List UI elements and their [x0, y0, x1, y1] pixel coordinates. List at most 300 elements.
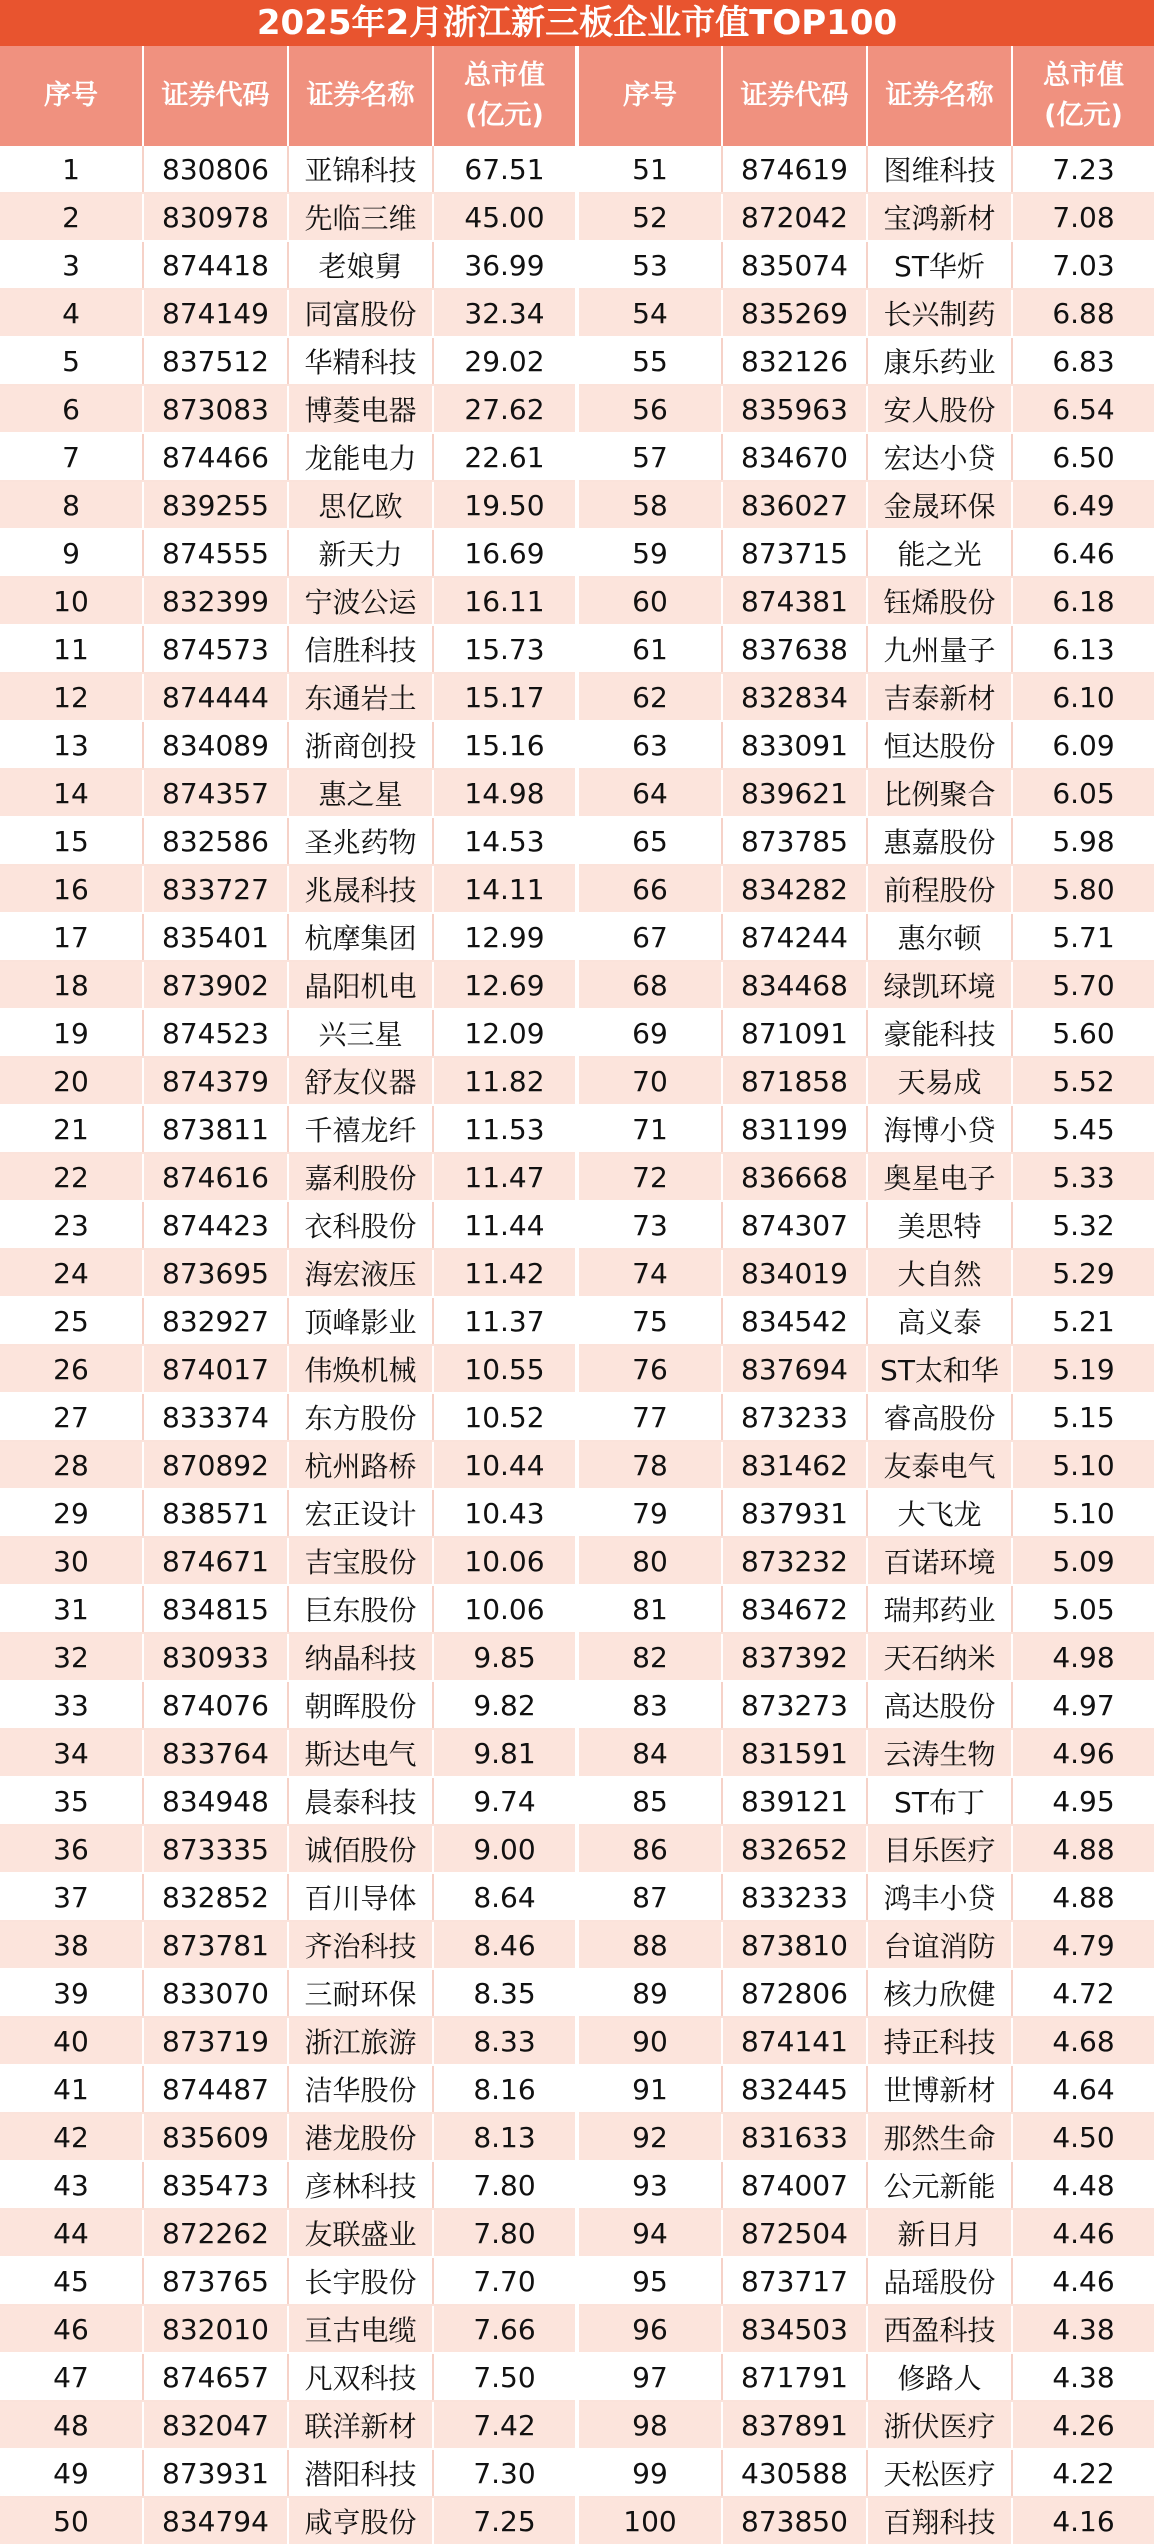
- cell-name: 长兴制药: [867, 289, 1012, 337]
- table-row: [579, 2017, 1154, 2065]
- cell-value: 4.88: [1012, 1825, 1154, 1873]
- table-row: [579, 2161, 1154, 2209]
- cell-value: 27.62: [433, 385, 575, 433]
- cell-rank: 31: [0, 1585, 143, 1633]
- table-row: [0, 1297, 575, 1345]
- cell-name: 美思特: [867, 1201, 1012, 1249]
- cell-value: 6.54: [1012, 385, 1154, 433]
- cell-rank: 76: [579, 1345, 722, 1393]
- cell-rank: 6: [0, 385, 143, 433]
- table-row: [579, 961, 1154, 1009]
- header-name: 证券名称: [867, 46, 1012, 146]
- cell-rank: 15: [0, 817, 143, 865]
- cell-value: 10.55: [433, 1345, 575, 1393]
- cell-value: 6.05: [1012, 769, 1154, 817]
- cell-name: 宝鸿新材: [867, 193, 1012, 241]
- table-row: [579, 721, 1154, 769]
- cell-value: 7.70: [433, 2257, 575, 2305]
- cell-rank: 52: [579, 193, 722, 241]
- cell-value: 11.47: [433, 1153, 575, 1201]
- cell-value: 11.42: [433, 1249, 575, 1297]
- cell-rank: 98: [579, 2401, 722, 2449]
- table-row: [0, 2161, 575, 2209]
- cell-rank: 8: [0, 481, 143, 529]
- cell-code: 872806: [722, 1969, 867, 2017]
- table-row: [579, 1249, 1154, 1297]
- table-row: [579, 1729, 1154, 1777]
- cell-value: 5.70: [1012, 961, 1154, 1009]
- table-row: [0, 1633, 575, 1681]
- cell-value: 5.52: [1012, 1057, 1154, 1105]
- table-row: [0, 1585, 575, 1633]
- cell-rank: 29: [0, 1489, 143, 1537]
- cell-rank: 19: [0, 1009, 143, 1057]
- cell-code: 874671: [143, 1537, 288, 1585]
- cell-name: 杭州路桥: [288, 1441, 433, 1489]
- cell-code: 874017: [143, 1345, 288, 1393]
- cell-value: 8.46: [433, 1921, 575, 1969]
- cell-code: 831591: [722, 1729, 867, 1777]
- cell-name: 凡双科技: [288, 2353, 433, 2401]
- table-row: [0, 2401, 575, 2449]
- table-row: [0, 1345, 575, 1393]
- cell-rank: 65: [579, 817, 722, 865]
- cell-name: 比例聚合: [867, 769, 1012, 817]
- cell-name: 惠尔顿: [867, 913, 1012, 961]
- cell-name: 浙伏医疗: [867, 2401, 1012, 2449]
- ranking-table-left: [0, 46, 575, 2546]
- table-row: [0, 1537, 575, 1585]
- cell-rank: 81: [579, 1585, 722, 1633]
- cell-rank: 11: [0, 625, 143, 673]
- cell-code: 833091: [722, 721, 867, 769]
- table-row: [579, 2209, 1154, 2257]
- cell-code: 874619: [722, 146, 867, 193]
- cell-code: 873781: [143, 1921, 288, 1969]
- table-header-left: [0, 46, 575, 146]
- cell-name: 伟焕机械: [288, 1345, 433, 1393]
- cell-value: 9.74: [433, 1777, 575, 1825]
- cell-rank: 68: [579, 961, 722, 1009]
- cell-code: 871791: [722, 2353, 867, 2401]
- cell-rank: 26: [0, 1345, 143, 1393]
- cell-rank: 34: [0, 1729, 143, 1777]
- cell-code: 873850: [722, 2497, 867, 2545]
- cell-rank: 57: [579, 433, 722, 481]
- page-title: 2025年2月浙江新三板企业市值TOP100: [0, 0, 1154, 46]
- cell-value: 5.21: [1012, 1297, 1154, 1345]
- table-row: [579, 433, 1154, 481]
- cell-value: 45.00: [433, 193, 575, 241]
- cell-value: 6.49: [1012, 481, 1154, 529]
- cell-value: 12.99: [433, 913, 575, 961]
- cell-name: 浙商创投: [288, 721, 433, 769]
- cell-rank: 97: [579, 2353, 722, 2401]
- cell-rank: 78: [579, 1441, 722, 1489]
- table-row: [579, 2065, 1154, 2113]
- cell-rank: 95: [579, 2257, 722, 2305]
- cell-code: 831199: [722, 1105, 867, 1153]
- cell-code: 831633: [722, 2113, 867, 2161]
- cell-rank: 25: [0, 1297, 143, 1345]
- cell-code: 871858: [722, 1057, 867, 1105]
- cell-code: 834468: [722, 961, 867, 1009]
- header-name: 证券名称: [288, 46, 433, 146]
- cell-value: 4.68: [1012, 2017, 1154, 2065]
- cell-name: 绿凯环境: [867, 961, 1012, 1009]
- cell-rank: 43: [0, 2161, 143, 2209]
- table-row: [579, 481, 1154, 529]
- cell-code: 874555: [143, 529, 288, 577]
- cell-value: 4.64: [1012, 2065, 1154, 2113]
- cell-name: 睿高股份: [867, 1393, 1012, 1441]
- table-row: [579, 577, 1154, 625]
- cell-name: 持正科技: [867, 2017, 1012, 2065]
- cell-value: 5.33: [1012, 1153, 1154, 1201]
- cell-rank: 17: [0, 913, 143, 961]
- cell-rank: 38: [0, 1921, 143, 1969]
- cell-code: 832047: [143, 2401, 288, 2449]
- cell-name: 天石纳米: [867, 1633, 1012, 1681]
- table-row: [0, 2497, 575, 2545]
- cell-name: 钰烯股份: [867, 577, 1012, 625]
- table-row: [579, 529, 1154, 577]
- cell-value: 5.80: [1012, 865, 1154, 913]
- cell-value: 4.16: [1012, 2497, 1154, 2545]
- table-row: [0, 673, 575, 721]
- cell-name: 豪能科技: [867, 1009, 1012, 1057]
- cell-code: 873335: [143, 1825, 288, 1873]
- table-row: [0, 1441, 575, 1489]
- table-row: [579, 865, 1154, 913]
- cell-code: 874444: [143, 673, 288, 721]
- table-row: [579, 1921, 1154, 1969]
- cell-value: 8.13: [433, 2113, 575, 2161]
- cell-value: 4.48: [1012, 2161, 1154, 2209]
- cell-name: 兆晟科技: [288, 865, 433, 913]
- cell-name: 斯达电气: [288, 1729, 433, 1777]
- table-row: [0, 2209, 575, 2257]
- cell-code: 832852: [143, 1873, 288, 1921]
- table-row: [0, 2353, 575, 2401]
- cell-rank: 69: [579, 1009, 722, 1057]
- cell-code: 835401: [143, 913, 288, 961]
- cell-value: 6.50: [1012, 433, 1154, 481]
- cell-code: 871091: [722, 1009, 867, 1057]
- cell-value: 4.46: [1012, 2257, 1154, 2305]
- table-row: [579, 1537, 1154, 1585]
- header-value-line2: (亿元): [1044, 100, 1123, 131]
- cell-name: 新日月: [867, 2209, 1012, 2257]
- cell-name: 惠嘉股份: [867, 817, 1012, 865]
- cell-rank: 77: [579, 1393, 722, 1441]
- cell-code: 835609: [143, 2113, 288, 2161]
- cell-rank: 18: [0, 961, 143, 1009]
- cell-code: 832834: [722, 673, 867, 721]
- cell-value: 36.99: [433, 241, 575, 289]
- cell-rank: 62: [579, 673, 722, 721]
- cell-value: 10.52: [433, 1393, 575, 1441]
- cell-code: 873810: [722, 1921, 867, 1969]
- cell-value: 10.06: [433, 1537, 575, 1585]
- cell-name: 公元新能: [867, 2161, 1012, 2209]
- cell-name: 先临三维: [288, 193, 433, 241]
- cell-code: 874418: [143, 241, 288, 289]
- cell-code: 873931: [143, 2449, 288, 2497]
- cell-code: 835269: [722, 289, 867, 337]
- cell-code: 833764: [143, 1729, 288, 1777]
- cell-value: 8.64: [433, 1873, 575, 1921]
- table-row: [579, 1441, 1154, 1489]
- table-row: [0, 385, 575, 433]
- table-row: [579, 2401, 1154, 2449]
- cell-code: 835963: [722, 385, 867, 433]
- table-row: [579, 146, 1154, 193]
- cell-code: 834503: [722, 2305, 867, 2353]
- table-row: [0, 1489, 575, 1537]
- cell-rank: 44: [0, 2209, 143, 2257]
- table-row: [0, 1153, 575, 1201]
- cell-name: 奥星电子: [867, 1153, 1012, 1201]
- ranking-table-right: [579, 46, 1154, 2546]
- cell-rank: 90: [579, 2017, 722, 2065]
- cell-name: 鸿丰小贷: [867, 1873, 1012, 1921]
- cell-rank: 54: [579, 289, 722, 337]
- cell-rank: 84: [579, 1729, 722, 1777]
- cell-value: 5.60: [1012, 1009, 1154, 1057]
- cell-rank: 24: [0, 1249, 143, 1297]
- table-row: [0, 1681, 575, 1729]
- table-row: [0, 2065, 575, 2113]
- cell-code: 830806: [143, 146, 288, 193]
- cell-rank: 79: [579, 1489, 722, 1537]
- cell-name: 吉泰新材: [867, 673, 1012, 721]
- cell-value: 4.38: [1012, 2353, 1154, 2401]
- cell-code: 834948: [143, 1777, 288, 1825]
- cell-code: 873232: [722, 1537, 867, 1585]
- cell-value: 12.09: [433, 1009, 575, 1057]
- cell-code: 873273: [722, 1681, 867, 1729]
- cell-rank: 70: [579, 1057, 722, 1105]
- cell-rank: 46: [0, 2305, 143, 2353]
- cell-value: 67.51: [433, 146, 575, 193]
- cell-name: 天松医疗: [867, 2449, 1012, 2497]
- table-row: [0, 529, 575, 577]
- cell-value: 12.69: [433, 961, 575, 1009]
- cell-code: 831462: [722, 1441, 867, 1489]
- cell-value: 4.88: [1012, 1873, 1154, 1921]
- cell-name: 图维科技: [867, 146, 1012, 193]
- cell-value: 14.53: [433, 817, 575, 865]
- header-code: 证券代码: [722, 46, 867, 146]
- cell-rank: 13: [0, 721, 143, 769]
- cell-value: 4.98: [1012, 1633, 1154, 1681]
- cell-rank: 60: [579, 577, 722, 625]
- table-row: [0, 577, 575, 625]
- cell-value: 7.23: [1012, 146, 1154, 193]
- cell-code: 874244: [722, 913, 867, 961]
- cell-name: 兴三星: [288, 1009, 433, 1057]
- table-row: [0, 1777, 575, 1825]
- cell-value: 4.50: [1012, 2113, 1154, 2161]
- cell-name: 核力欣健: [867, 1969, 1012, 2017]
- table-row: [579, 817, 1154, 865]
- cell-rank: 28: [0, 1441, 143, 1489]
- cell-code: 874466: [143, 433, 288, 481]
- cell-name: 洁华股份: [288, 2065, 433, 2113]
- cell-value: 19.50: [433, 481, 575, 529]
- table-row: [579, 1489, 1154, 1537]
- table-row: [579, 2497, 1154, 2545]
- cell-rank: 12: [0, 673, 143, 721]
- cell-value: 15.17: [433, 673, 575, 721]
- cell-name: 齐治科技: [288, 1921, 433, 1969]
- cell-value: 5.71: [1012, 913, 1154, 961]
- cell-code: 873719: [143, 2017, 288, 2065]
- table-row: [0, 289, 575, 337]
- table-row: [579, 1633, 1154, 1681]
- table-row: [0, 913, 575, 961]
- cell-name: 港龙股份: [288, 2113, 433, 2161]
- cell-code: 873695: [143, 1249, 288, 1297]
- cell-name: 东方股份: [288, 1393, 433, 1441]
- table-row: [0, 865, 575, 913]
- cell-rank: 93: [579, 2161, 722, 2209]
- cell-name: 世博新材: [867, 2065, 1012, 2113]
- cell-code: 834670: [722, 433, 867, 481]
- cell-value: 14.98: [433, 769, 575, 817]
- cell-value: 32.34: [433, 289, 575, 337]
- table-row: [579, 1777, 1154, 1825]
- cell-rank: 63: [579, 721, 722, 769]
- cell-value: 4.96: [1012, 1729, 1154, 1777]
- cell-code: 873902: [143, 961, 288, 1009]
- cell-value: 6.18: [1012, 577, 1154, 625]
- table-row: [0, 961, 575, 1009]
- cell-rank: 36: [0, 1825, 143, 1873]
- cell-rank: 41: [0, 2065, 143, 2113]
- cell-code: 836027: [722, 481, 867, 529]
- table-row: [0, 481, 575, 529]
- cell-name: 舒友仪器: [288, 1057, 433, 1105]
- table-row: [0, 2017, 575, 2065]
- cell-name: 百诺环境: [867, 1537, 1012, 1585]
- cell-rank: 40: [0, 2017, 143, 2065]
- table-row: [579, 1393, 1154, 1441]
- cell-value: 22.61: [433, 433, 575, 481]
- cell-rank: 55: [579, 337, 722, 385]
- cell-name: 咸亨股份: [288, 2497, 433, 2545]
- cell-rank: 37: [0, 1873, 143, 1921]
- cell-code: 837694: [722, 1345, 867, 1393]
- cell-rank: 47: [0, 2353, 143, 2401]
- cell-code: 874379: [143, 1057, 288, 1105]
- cell-value: 6.10: [1012, 673, 1154, 721]
- cell-name: ST太和华: [867, 1345, 1012, 1393]
- cell-value: 9.81: [433, 1729, 575, 1777]
- cell-code: 833070: [143, 1969, 288, 2017]
- cell-code: 873083: [143, 385, 288, 433]
- cell-name: 长宇股份: [288, 2257, 433, 2305]
- cell-rank: 99: [579, 2449, 722, 2497]
- cell-code: 873715: [722, 529, 867, 577]
- cell-rank: 32: [0, 1633, 143, 1681]
- cell-name: 西盈科技: [867, 2305, 1012, 2353]
- cell-name: 晶阳机电: [288, 961, 433, 1009]
- cell-value: 4.72: [1012, 1969, 1154, 2017]
- cell-code: 834815: [143, 1585, 288, 1633]
- cell-value: 7.80: [433, 2161, 575, 2209]
- cell-name: 宁波公运: [288, 577, 433, 625]
- table-row: [0, 721, 575, 769]
- cell-name: 博菱电器: [288, 385, 433, 433]
- cell-code: 873811: [143, 1105, 288, 1153]
- cell-code: 834019: [722, 1249, 867, 1297]
- cell-code: 874076: [143, 1681, 288, 1729]
- cell-value: 6.13: [1012, 625, 1154, 673]
- table-row: [0, 1825, 575, 1873]
- table-row: [579, 1585, 1154, 1633]
- cell-value: 9.82: [433, 1681, 575, 1729]
- cell-rank: 86: [579, 1825, 722, 1873]
- cell-rank: 88: [579, 1921, 722, 1969]
- cell-value: 7.42: [433, 2401, 575, 2449]
- cell-rank: 51: [579, 146, 722, 193]
- cell-value: 5.10: [1012, 1489, 1154, 1537]
- cell-name: 友联盛业: [288, 2209, 433, 2257]
- cell-code: 874616: [143, 1153, 288, 1201]
- cell-name: 纳晶科技: [288, 1633, 433, 1681]
- header-rank: 序号: [0, 46, 143, 146]
- cell-name: 高义泰: [867, 1297, 1012, 1345]
- cell-value: 5.32: [1012, 1201, 1154, 1249]
- cell-value: 5.29: [1012, 1249, 1154, 1297]
- cell-rank: 23: [0, 1201, 143, 1249]
- cell-value: 4.95: [1012, 1777, 1154, 1825]
- table-row: [0, 625, 575, 673]
- cell-code: 836668: [722, 1153, 867, 1201]
- cell-code: 872504: [722, 2209, 867, 2257]
- table-row: [0, 817, 575, 865]
- table-row: [579, 913, 1154, 961]
- cell-name: 顶峰影业: [288, 1297, 433, 1345]
- cell-value: 7.50: [433, 2353, 575, 2401]
- table-row: [0, 1921, 575, 1969]
- cell-code: 835473: [143, 2161, 288, 2209]
- cell-name: 联洋新材: [288, 2401, 433, 2449]
- cell-code: 874423: [143, 1201, 288, 1249]
- cell-rank: 2: [0, 193, 143, 241]
- cell-value: 4.97: [1012, 1681, 1154, 1729]
- cell-code: 832010: [143, 2305, 288, 2353]
- cell-name: 能之光: [867, 529, 1012, 577]
- cell-name: 天易成: [867, 1057, 1012, 1105]
- cell-rank: 42: [0, 2113, 143, 2161]
- cell-code: 874523: [143, 1009, 288, 1057]
- table-row: [0, 193, 575, 241]
- cell-name: 百翔科技: [867, 2497, 1012, 2545]
- cell-rank: 89: [579, 1969, 722, 2017]
- table-row: [0, 1201, 575, 1249]
- cell-value: 5.05: [1012, 1585, 1154, 1633]
- cell-rank: 71: [579, 1105, 722, 1153]
- cell-rank: 64: [579, 769, 722, 817]
- cell-value: 4.79: [1012, 1921, 1154, 1969]
- cell-rank: 92: [579, 2113, 722, 2161]
- cell-value: 9.85: [433, 1633, 575, 1681]
- table-row: [579, 1009, 1154, 1057]
- cell-code: 838571: [143, 1489, 288, 1537]
